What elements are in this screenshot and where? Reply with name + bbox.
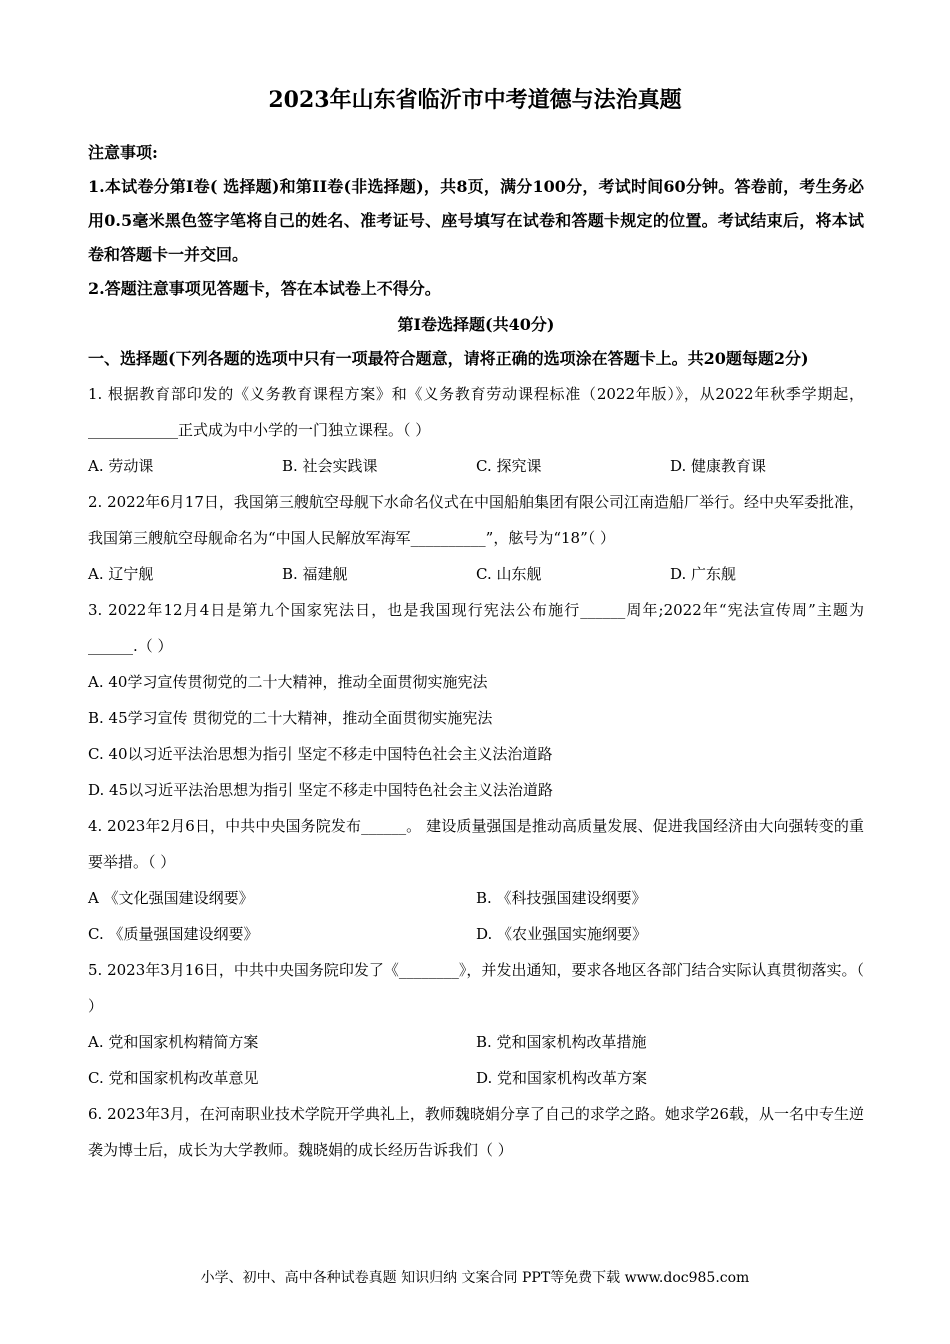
section-title: 第I卷选择题(共40分): [397, 315, 555, 334]
section-instruction: 一、选择题(下列各题的选项中只有一项最符合题意，请将正确的选项涂在答题卡上。共20题每题2分): [88, 349, 809, 368]
notes-heading: 注意事项:: [88, 143, 158, 162]
option-b: B. 社会实践课: [282, 457, 378, 475]
page-footer: 小学、初中、高中各种试卷真题 知识归纳 文案合同 PPT等免费下载 www.doc985.com: [200, 1270, 750, 1286]
option-d: D. 《农业强国实施纲要》: [476, 925, 648, 943]
option-d: D. 广东舰: [670, 565, 737, 583]
question-2-options: [88, 556, 864, 592]
question-4-stem: 4. 2023年2月6日，中共中央国务院发布______。 建设质量强国是推动高质量发展、促进我国经济由大向强转变的重要举措。（ ）: [88, 817, 864, 871]
option-d: D. 党和国家机构改革方案: [476, 1069, 648, 1087]
option-a: A. 辽宁舰: [88, 565, 154, 583]
option-a: A. 40学习宣传贯彻党的二十大精神，推动全面贯彻实施宪法: [88, 673, 488, 691]
question-1-stem: 1. 根据教育部印发的《义务教育课程方案》和《义务教育劳动课程标准（2022年版）》，从2022年秋季学期起，____________正式成为中小学的一门独立课程。（ ）: [88, 385, 864, 439]
option-b: B. 45学习宣传 贯彻党的二十大精神，推动全面贯彻实施宪法: [88, 709, 493, 727]
question-5-options-row-2: [88, 1060, 864, 1096]
option-b: B. 福建舰: [282, 565, 348, 583]
question-4-options-row-1: [88, 880, 864, 916]
option-c: C. 探究课: [476, 457, 542, 475]
page-title: 2023年山东省临沂市中考道德与法治真题: [268, 87, 682, 113]
question-1-options: [88, 448, 864, 484]
notes-item-2: 2.答题注意事项见答题卡，答在本试卷上不得分。: [88, 279, 441, 298]
question-3-stem: 3. 2022年12月4日是第九个国家宪法日，也是我国现行宪法公布施行______周年;2022年“宪法宣传周”主题为______.（ ）: [88, 601, 864, 655]
option-d: D. 45以习近平法治思想为指引 坚定不移走中国特色社会主义法治道路: [88, 781, 553, 799]
question-5-stem: 5. 2023年3月16日，中共中央国务院印发了《________》，并发出通知，要求各地区各部门结合实际认真贯彻落实。（ ）: [88, 961, 864, 1015]
option-a: A. 劳动课: [88, 457, 154, 475]
exam-content: [88, 136, 864, 1168]
question-5-options-row-1: [88, 1024, 864, 1060]
option-c: C. 40以习近平法治思想为指引 坚定不移走中国特色社会主义法治道路: [88, 745, 553, 763]
option-a: A. 党和国家机构精简方案: [88, 1033, 259, 1051]
notes-item-1: 1.本试卷分第I卷( 选择题)和第II卷(非选择题)，共8页，满分100分，考试时间60分钟。答卷前，考生务必用0.5毫米黑色签字笔将自己的姓名、准考证号、座号填写在试卷和答题卡规定的位置。考试结束后，将本试卷和答题卡一并交回。: [88, 177, 864, 264]
question-6-stem: 6. 2023年3月，在河南职业技术学院开学典礼上，教师魏晓娟分享了自己的求学之路。她求学26载，从一名中专生逆袭为博士后，成长为大学教师。魏晓娟的成长经历告诉我们（ ）: [88, 1105, 864, 1159]
option-b: B. 《科技强国建设纲要》: [476, 889, 647, 907]
option-d: D. 健康教育课: [670, 457, 767, 475]
option-c: C. 《质量强国建设纲要》: [88, 925, 259, 943]
option-a: A 《文化强国建设纲要》: [88, 889, 254, 907]
option-c: C. 山东舰: [476, 565, 542, 583]
question-2-stem: 2. 2022年6月17日，我国第三艘航空母舰下水命名仪式在中国船舶集团有限公司江南造船厂举行。经中央军委批准，我国第三艘航空母舰命名为“中国人民解放军海军__________”，舷号为“18”（ ）: [88, 493, 864, 547]
option-b: B. 党和国家机构改革措施: [476, 1033, 647, 1051]
option-c: C. 党和国家机构改革意见: [88, 1069, 259, 1087]
question-4-options-row-2: [88, 916, 864, 952]
